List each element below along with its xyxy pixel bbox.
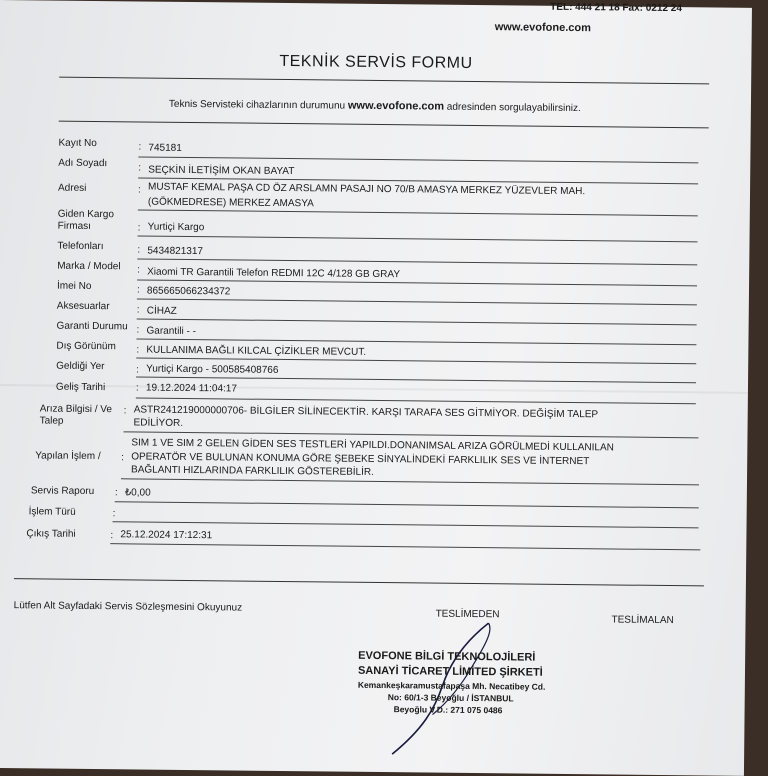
label-marka-model: Marka / Model (57, 260, 121, 273)
company-line1: EVOFONE BİLGİ TEKNOLOJİLERİ (358, 649, 536, 664)
colon: : (137, 184, 141, 196)
paper-fold-crease (0, 381, 748, 394)
company-line5: Beyoğlu V.D.: 271 075 0486 (393, 704, 503, 716)
label-dis-gorunum: Dış Görünüm (56, 340, 116, 353)
colon: : (123, 405, 127, 417)
colon: : (121, 452, 125, 464)
colon: : (136, 364, 139, 376)
value-geldigi-yer: Yurtiçi Kargo - 500585408766 (146, 363, 279, 376)
colon: : (136, 284, 140, 296)
subtitle-pre: Teknis Servisteki cihazlarının durumunu (168, 98, 348, 112)
value-yapilan-islem: SIM 1 VE SIM 2 GELEN GİDEN SES TESTLERİ YAPILDI.DONANIMSAL ARIZA GÖRÜLMEDİ KULLANILAN (131, 437, 614, 454)
value-aksesuarlar: CİHAZ (146, 305, 177, 317)
label-yapilan-islem: Yapılan İşlem / (35, 450, 101, 463)
value-telefonlari: 5434821317 (147, 245, 204, 258)
value-yapilan-islem-line2: OPERATÖR VE BULUNAN KONUMA GÖRE ŞEBEKE SİNYALİNDEKİ FARKLILIK SES VE İNTERNET (131, 451, 590, 468)
colon: : (114, 487, 118, 499)
label-kayit-no: Kayıt No (58, 137, 97, 150)
colon: : (136, 344, 140, 356)
field-line (138, 156, 698, 163)
field-line (136, 357, 696, 364)
value-imei-no: 865665066234372 (146, 285, 231, 298)
label-ariza-talep: Talep (39, 415, 64, 427)
label-adresi: Adresi (57, 182, 87, 194)
value-garanti-durumu: Garantili - - (146, 325, 197, 338)
value-adresi-line2: (GÖKMEDRESE) MERKEZ AMASYA (147, 196, 314, 210)
value-adi-soyadi: SEÇKİN İLETİŞİM OKAN BAYAT (148, 164, 295, 178)
colon: : (112, 508, 116, 520)
value-cikis-tarihi: 25.12.2024 17:12:31 (120, 529, 213, 542)
colon: : (137, 264, 141, 276)
value-kayit-no: 745181 (148, 142, 182, 154)
value-ariza-bilgisi: ASTR241219000000706- BİLGİLER SİLİNECEKTİR. KARŞI TARAFA SES GİTMİYOR. DEĞİŞİM TALEP (133, 404, 599, 421)
field-line (115, 501, 699, 508)
value-marka-model: Xiaomi TR Garantili Telefon REDMI 12C 4/128 GB GRAY (147, 266, 401, 281)
form-subtitle (169, 98, 581, 114)
form-title: TEKNİK SERVİS FORMU (279, 52, 473, 72)
subtitle-site: www.evofone.com (347, 99, 445, 113)
label-gelis-tarihi: Geliş Tarihi (55, 381, 106, 394)
title-rule (59, 77, 709, 85)
colon: : (136, 324, 140, 336)
label-ariza-bilgisi: Arıza Bilgisi / Ve (39, 403, 113, 416)
company-line3: Kemankeşkaramustafapaşa Mh. Necatibey Cd. (357, 679, 546, 692)
colon: : (135, 382, 139, 394)
label-giden-kargo-firmasi: Firması (57, 220, 92, 232)
field-line (136, 338, 696, 345)
label-telefonlari: Telefonları (57, 240, 104, 253)
company-line4: No: 60/1-3 Beyoğlu / İSTANBUL (387, 692, 514, 704)
value-adresi: MUSTAF KEMAL PAŞA CD ÖZ ARSLAMN PASAJI NO 70/B AMASYA MERKEZ YÜZEVLER MAH. (147, 181, 586, 198)
colon: : (137, 244, 141, 256)
value-giden-kargo: Yurtiçi Kargo (147, 221, 205, 234)
value-dis-gorunum: KULLANIMA BAĞLI KILCAL ÇİZİKLER MEVCUT. (146, 344, 367, 358)
field-line (121, 478, 699, 485)
value-gelis-tarihi: 19.12.2024 11:04:17 (145, 382, 238, 395)
colon: : (136, 304, 140, 316)
label-aksesuarlar: Aksesuarlar (56, 300, 110, 313)
field-line (137, 279, 697, 286)
field-line (110, 543, 700, 550)
field-line (137, 318, 697, 325)
company-line2: SANAYİ TİCARET LİMİTED ŞİRKETİ (357, 664, 543, 679)
field-line (138, 209, 698, 216)
label-servis-raporu: Servis Raporu (30, 485, 95, 498)
footer-note: Lütfen Alt Sayfadaki Servis Sözleşmesini Okuyunuz (13, 600, 243, 614)
label-adi-soyadi: Adı Soyadı (58, 157, 108, 170)
subtitle-post: adresinden sorgulayabilirsiniz. (444, 101, 581, 115)
value-servis-raporu: ₺0,00 (124, 487, 151, 499)
field-line (113, 521, 699, 528)
value-ariza-bilgisi-line2: EDİLİYOR. (133, 417, 184, 429)
colon: : (138, 141, 142, 153)
field-line (137, 258, 697, 265)
label-imei-no: İmei No (56, 280, 92, 292)
colon: : (137, 222, 141, 234)
label-islem-turu: İşlem Türü (28, 506, 76, 518)
value-yapilan-islem-line3: BAĞLANTI HIZLARINDA FARKLILIK GÖSTEREBİLİR. (131, 464, 374, 478)
header-contact: TEL: 444 21 18 Fax: 0212 24 (550, 1, 683, 15)
label-garanti-durumu: Garanti Durumu (56, 320, 128, 333)
subtitle-rule (59, 121, 709, 129)
label-giden-kargo: Giden Kargo (57, 208, 114, 221)
colon: : (138, 162, 142, 174)
teslim-alan-label: TESLİMALAN (611, 614, 674, 627)
field-line (136, 397, 696, 404)
footer-rule (14, 578, 704, 586)
label-cikis-tarihi: Çıkış Tarihi (26, 528, 76, 540)
label-geldigi-yer: Geldiği Yer (56, 360, 105, 373)
company-stamp (358, 649, 546, 717)
field-line (136, 376, 696, 383)
teslim-eden-label: TESLİMEDEN (435, 608, 500, 621)
field-line (138, 235, 698, 242)
field-line (137, 298, 697, 305)
colon: : (110, 530, 114, 542)
header-website: www.evofone.com (494, 21, 591, 35)
